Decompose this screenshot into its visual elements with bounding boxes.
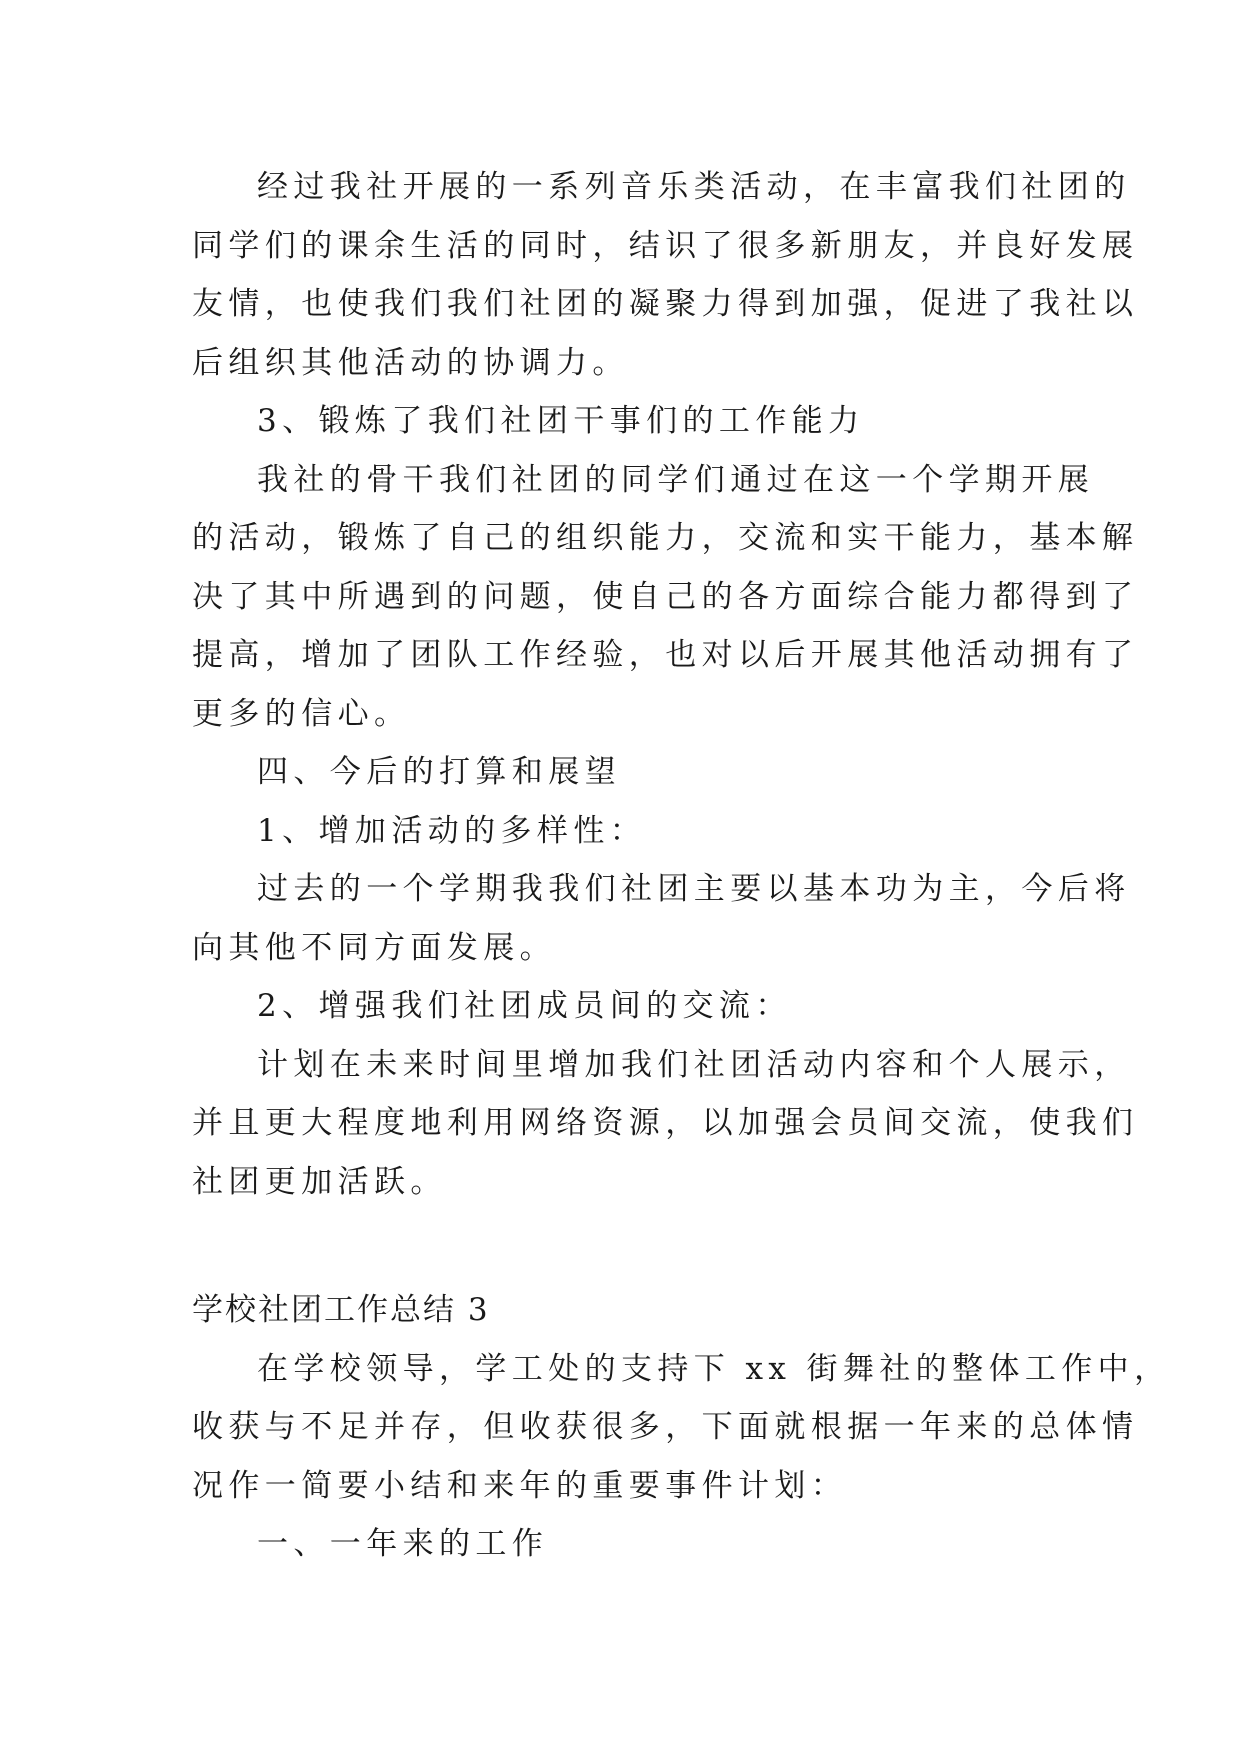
text-line: 过去的一个学期我我们社团主要以基本功为主，今后将 xyxy=(257,871,1131,907)
text-line: 四、今后的打算和展望 xyxy=(257,754,621,790)
text-line: 我社的骨干我们社团的同学们通过在这一个学期开展 xyxy=(257,461,1095,498)
text-line: 的活动，锻炼了自己的组织能力，交流和实干能力，基本解 xyxy=(192,520,1139,556)
text-line: 3、锻炼了我们社团干事们的工作能力 xyxy=(257,403,865,439)
text-line: 1、增加活动的多样性： xyxy=(257,812,647,849)
text-line: 况作一简要小结和来年的重要事件计划： xyxy=(192,1467,848,1504)
text-line: 并且更大程度地利用网络资源，以加强会员间交流，使我们 xyxy=(192,1105,1139,1141)
section-summary-3 xyxy=(192,1340,1171,1574)
text-line: 2、增强我们社团成员间的交流： xyxy=(257,988,792,1024)
text-line: 同学们的课余生活的同时，结识了很多新朋友，并良好发展 xyxy=(192,227,1139,264)
text-line: 后组织其他活动的协调力。 xyxy=(192,344,629,381)
section-gap xyxy=(192,1211,1060,1281)
text-line: 计划在未来时间里增加我们社团活动内容和个人展示， xyxy=(257,1046,1131,1083)
text-line: 更多的信心。 xyxy=(192,695,411,732)
text-line: 经过我社开展的一系列音乐类活动，在丰富我们社团的 xyxy=(257,169,1131,205)
text-line: 在学校领导，学工处的支持下 xx 街舞社的整体工作中， xyxy=(257,1350,1171,1387)
text-line: 向其他不同方面发展。 xyxy=(192,929,556,966)
text-line: 一、一年来的工作 xyxy=(257,1526,549,1562)
text-line: 决了其中所遇到的问题，使自己的各方面综合能力都得到了 xyxy=(192,578,1139,615)
section-previous-summary xyxy=(192,158,1139,1211)
document-title: 学校社团工作总结 3 xyxy=(192,1292,490,1328)
text-line: 提高，增加了团队工作经验，也对以后开展其他活动拥有了 xyxy=(192,637,1139,673)
text-line: 收获与不足并存，但收获很多，下面就根据一年来的总体情 xyxy=(192,1409,1139,1445)
document-page xyxy=(192,158,1171,1574)
text-line: 社团更加活跃。 xyxy=(192,1163,447,1200)
text-line: 友情，也使我们我们社团的凝聚力得到加强，促进了我社以 xyxy=(192,286,1139,322)
